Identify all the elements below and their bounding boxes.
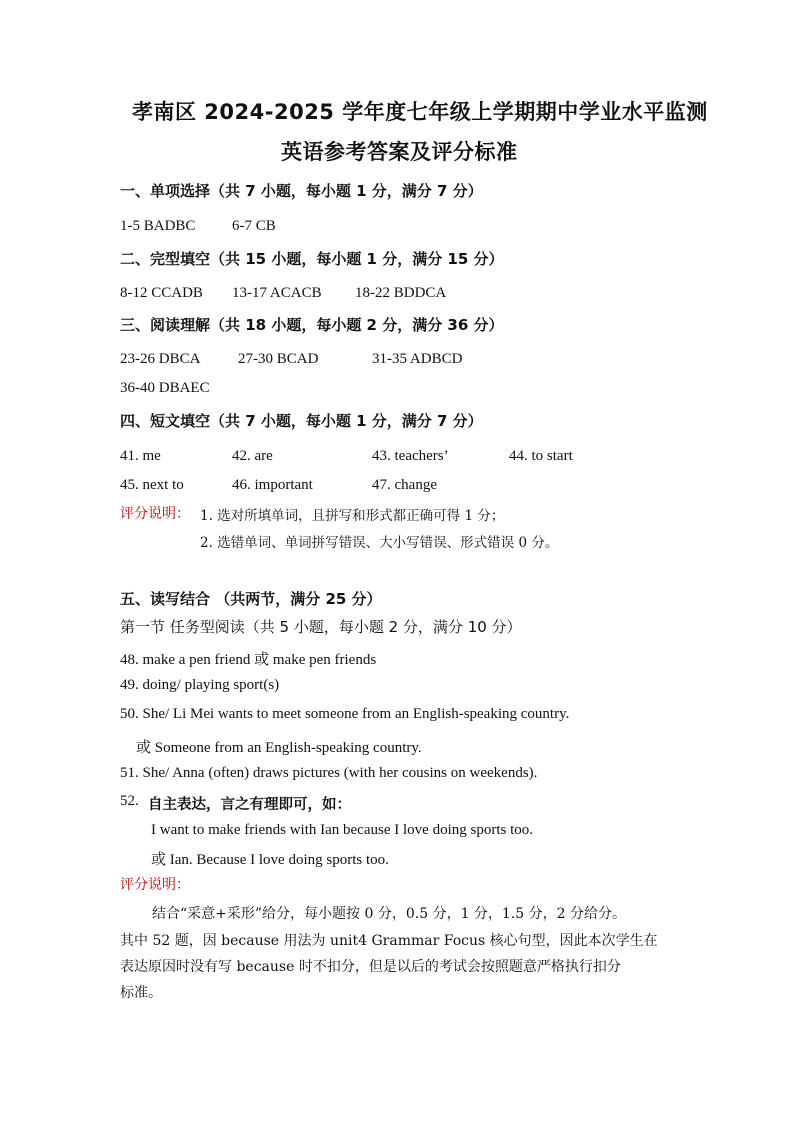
answer-43: 43. teachers’	[372, 448, 449, 464]
answer-18-22: 18-22 BDDCA	[355, 285, 447, 301]
section-5-heading: 五、读写结合 （共两节，满分 25 分）	[120, 590, 382, 608]
answer-41: 41. me	[120, 448, 161, 464]
section-1-heading: 一、单项选择（共 7 小题，每小题 1 分，满分 7 分）	[120, 182, 483, 200]
scoring-paragraph-line-4: 标准。	[120, 985, 162, 1001]
answer-27-30: 27-30 BCAD	[238, 351, 319, 367]
answer-49: 49. doing/ playing sport(s)	[120, 677, 280, 693]
section-3-heading: 三、阅读理解（共 18 小题，每小题 2 分，满分 36 分）	[120, 316, 504, 334]
answer-44: 44. to start	[509, 448, 573, 464]
answer-47: 47. change	[372, 477, 437, 493]
answer-8-12: 8-12 CCADB	[120, 285, 203, 301]
scoring-paragraph-line-3: 表达原因时没有写 because 时不扣分，但是以后的考试会按照题意严格执行扣分	[120, 959, 621, 975]
answer-50: 50. She/ Li Mei wants to meet someone from an English-speaking country.	[120, 706, 570, 722]
section-4-heading: 四、短文填空（共 7 小题，每小题 1 分，满分 7 分）	[120, 412, 483, 430]
scoring-paragraph-line-1: 结合“采意+采形”给分，每小题按 0 分，0.5 分，1 分，1.5 分，2 分给分。	[152, 906, 626, 922]
answer-52-example-2: 或 Ian. Because I love doing sports too.	[151, 852, 389, 868]
answer-52-number: 52.	[120, 793, 139, 809]
answer-6-7: 6-7 CB	[232, 218, 276, 234]
page-title: 孝南区 2024-2025 学年度七年级上学期期中学业水平监测	[132, 100, 708, 124]
scoring-note-label: 评分说明：	[120, 506, 190, 522]
answer-1-5: 1-5 BADBC	[120, 218, 196, 234]
scoring-note-label-2: 评分说明：	[120, 877, 190, 893]
page-subtitle: 英语参考答案及评分标准	[281, 140, 518, 164]
scoring-paragraph-line-2: 其中 52 题，因 because 用法为 unit4 Grammar Focus 核心句型，因此本次学生在	[120, 933, 658, 949]
scoring-note-1: 1. 选对所填单词，且拼写和形式都正确可得 1 分；	[200, 508, 505, 524]
answer-31-35: 31-35 ADBCD	[372, 351, 463, 367]
section-2-heading: 二、完型填空（共 15 小题，每小题 1 分，满分 15 分）	[120, 250, 504, 268]
answer-52-example-1: I want to make friends with Ian because I love doing sports too.	[151, 822, 533, 838]
answer-42: 42. are	[232, 448, 273, 464]
scoring-note-2: 2. 选错单词、单词拼写错误、大小写错误、形式错误 0 分。	[200, 535, 559, 551]
answer-52-instruction: 自主表达，言之有理即可，如：	[148, 797, 351, 813]
answer-48: 48. make a pen friend 或 make pen friends	[120, 652, 377, 668]
answer-45: 45. next to	[120, 477, 184, 493]
part-1-heading: 第一节 任务型阅读（共 5 小题，每小题 2 分，满分 10 分）	[120, 618, 522, 636]
answer-23-26: 23-26 DBCA	[120, 351, 201, 367]
answer-36-40: 36-40 DBAEC	[120, 380, 210, 396]
answer-13-17: 13-17 ACACB	[232, 285, 322, 301]
answer-46: 46. important	[232, 477, 313, 493]
answer-51: 51. She/ Anna (often) draws pictures (with her cousins on weekends).	[120, 765, 538, 781]
answer-50-alternative: 或 Someone from an English-speaking country.	[136, 740, 422, 756]
